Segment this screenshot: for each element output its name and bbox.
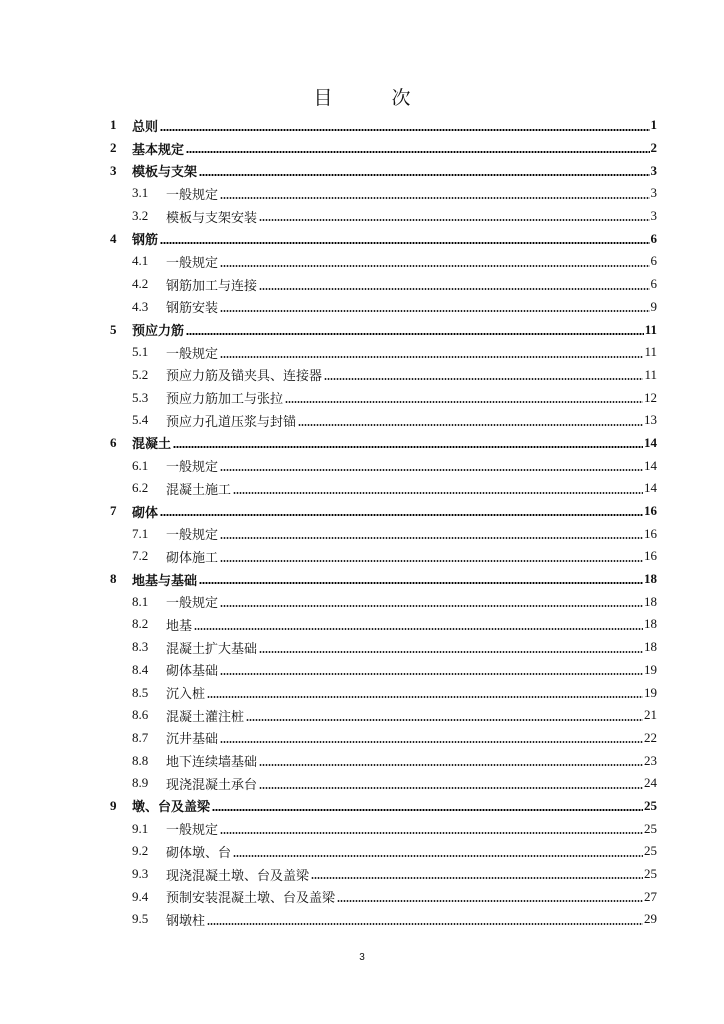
toc-entry-page: 16 (644, 525, 657, 541)
dot-leader (259, 787, 643, 789)
toc-entry-label: 钢筋加工与连接 (166, 278, 258, 294)
toc-entry-label: 模板与支架安装 (166, 210, 258, 226)
toc-section-entry[interactable] (110, 681, 657, 704)
toc-entry-label: 预应力筋 (132, 324, 185, 340)
toc-section-entry[interactable] (110, 454, 657, 477)
toc-entry-page: 25 (644, 866, 657, 882)
dot-leader (220, 537, 643, 539)
toc-entry-label: 预制安装混凝土墩、台及盖梁 (166, 891, 336, 907)
toc-section-entry[interactable] (110, 885, 657, 908)
toc-section-entry[interactable] (110, 636, 657, 659)
dot-leader (199, 582, 643, 584)
toc-entry-page: 18 (644, 571, 657, 587)
toc-entry-number: 6.2 (132, 480, 149, 496)
toc-entry-page: 18 (644, 639, 657, 655)
toc-entry-number: 3 (110, 162, 117, 178)
toc-entry-number: 1 (110, 117, 117, 133)
dot-leader (186, 333, 644, 335)
toc-chapter-entry[interactable] (110, 159, 657, 182)
dot-leader (259, 764, 643, 766)
toc-chapter-entry[interactable] (110, 137, 657, 160)
toc-entry-label: 一般规定 (166, 460, 219, 476)
dot-leader (259, 219, 649, 221)
toc-entry-number: 8.2 (132, 616, 149, 632)
toc-chapter-entry[interactable] (110, 568, 657, 591)
toc-section-entry[interactable] (110, 704, 657, 727)
toc-section-entry[interactable] (110, 409, 657, 432)
toc-entry-label: 一般规定 (166, 596, 219, 612)
toc-entry-label: 钢筋 (132, 233, 159, 249)
dot-leader (259, 288, 649, 290)
toc-entry-number: 3.2 (132, 208, 149, 224)
toc-entry-label: 墩、台及盖梁 (132, 800, 211, 816)
toc-entry-page: 14 (644, 457, 657, 473)
toc-entry-number: 9.2 (132, 843, 149, 859)
toc-entry-label: 一般规定 (166, 528, 219, 544)
dot-leader (212, 809, 643, 811)
dot-leader (285, 401, 643, 403)
dot-leader (207, 923, 643, 925)
toc-entry-label: 地下连续墙基础 (166, 755, 258, 771)
toc-entry-number: 5 (110, 321, 117, 337)
toc-entry-label: 现浇混凝土墩、台及盖梁 (166, 868, 310, 884)
toc-section-entry[interactable] (110, 273, 657, 296)
toc-entry-number: 4 (110, 230, 117, 246)
toc-entry-label: 砌体基础 (166, 664, 219, 680)
dot-leader (199, 174, 649, 176)
dot-leader (220, 741, 643, 743)
toc-section-entry[interactable] (110, 522, 657, 545)
dot-leader (186, 151, 649, 153)
toc-entry-page: 18 (644, 616, 657, 632)
dot-leader (233, 492, 643, 494)
dot-leader (220, 310, 649, 312)
toc-entry-page: 18 (644, 593, 657, 609)
toc-entry-label: 砌体 (132, 505, 159, 521)
toc-entry-page: 19 (644, 661, 657, 677)
toc-section-entry[interactable] (110, 296, 657, 319)
dot-leader (324, 378, 643, 380)
toc-entry-number: 5.3 (132, 389, 149, 405)
toc-section-entry[interactable] (110, 386, 657, 409)
toc-entry-page: 21 (644, 707, 657, 723)
toc-entry-label: 混凝土扩大基础 (166, 641, 258, 657)
toc-entry-label: 一般规定 (166, 823, 219, 839)
toc-entry-number: 8.8 (132, 752, 149, 768)
toc-entry-page: 12 (644, 389, 657, 405)
toc-entry-page: 16 (644, 548, 657, 564)
toc-entry-label: 预应力筋及锚夹具、连接器 (166, 369, 323, 385)
toc-section-entry[interactable] (110, 341, 657, 364)
toc-section-entry[interactable] (110, 613, 657, 636)
toc-entry-page: 2 (650, 140, 657, 156)
toc-entry-label: 模板与支架 (132, 165, 198, 181)
toc-entry-label: 砌体墩、台 (166, 845, 232, 861)
dot-leader (220, 356, 643, 358)
toc-entry-page: 23 (644, 752, 657, 768)
toc-entry-page: 9 (650, 298, 657, 314)
page-number: 3 (359, 952, 365, 963)
dot-leader (160, 129, 649, 131)
toc-entry-label: 预应力筋加工与张拉 (166, 392, 284, 408)
toc-entry-label: 混凝土灌注桩 (166, 709, 245, 725)
toc-entry-page: 25 (644, 843, 657, 859)
toc-section-entry[interactable] (110, 727, 657, 750)
toc-entry-page: 25 (644, 820, 657, 836)
toc-entry-number: 9.3 (132, 866, 149, 882)
toc-entry-number: 5.2 (132, 366, 149, 382)
toc-entry-number: 9.1 (132, 820, 149, 836)
toc-entry-page: 25 (644, 797, 657, 813)
toc-section-entry[interactable] (110, 590, 657, 613)
toc-entry-page: 22 (644, 729, 657, 745)
toc-entry-page: 3 (650, 185, 657, 201)
toc-entry-page: 11 (644, 366, 657, 382)
toc-entry-label: 沉井基础 (166, 732, 219, 748)
toc-entry-page: 6 (650, 253, 657, 269)
toc-section-entry[interactable] (110, 817, 657, 840)
toc-entry-page: 6 (650, 230, 657, 246)
toc-section-entry[interactable] (110, 772, 657, 795)
toc-chapter-entry[interactable] (110, 500, 657, 523)
toc-chapter-entry[interactable] (110, 114, 657, 137)
toc-chapter-entry[interactable] (110, 318, 657, 341)
dot-leader (220, 469, 643, 471)
toc-entry-number: 7.2 (132, 548, 149, 564)
toc-entry-number: 6.1 (132, 457, 149, 473)
toc-section-entry[interactable] (110, 477, 657, 500)
toc-section-entry[interactable] (110, 364, 657, 387)
toc-entry-label: 钢墩柱 (166, 913, 206, 929)
toc-entry-label: 砌体施工 (166, 550, 219, 566)
toc-entry-page: 14 (644, 434, 657, 450)
dot-leader (220, 605, 643, 607)
toc-entry-label: 预应力孔道压浆与封锚 (166, 414, 297, 430)
toc-entry-label: 一般规定 (166, 346, 219, 362)
toc-chapter-entry[interactable] (110, 432, 657, 455)
toc-entry-number: 8 (110, 571, 117, 587)
toc-entry-number: 9.4 (132, 888, 149, 904)
toc-entry-number: 7.1 (132, 525, 149, 541)
toc-entry-page: 16 (644, 503, 657, 519)
toc-section-entry[interactable] (110, 205, 657, 228)
toc-entry-number: 8.7 (132, 729, 149, 745)
page-title: 目 次 (313, 87, 431, 109)
toc-entry-number: 2 (110, 140, 117, 156)
toc-section-entry[interactable] (110, 545, 657, 568)
dot-leader (220, 560, 643, 562)
toc-entry-label: 一般规定 (166, 187, 219, 203)
toc-entry-page: 13 (644, 412, 657, 428)
toc-entry-label: 混凝土施工 (166, 482, 232, 498)
toc-entry-page: 27 (644, 888, 657, 904)
toc-section-entry[interactable] (110, 863, 657, 886)
toc-entry-page: 24 (644, 775, 657, 791)
toc-entry-number: 5.1 (132, 344, 149, 360)
dot-leader (220, 197, 649, 199)
toc-entry-page: 19 (644, 684, 657, 700)
dot-leader (220, 265, 649, 267)
toc-section-entry[interactable] (110, 182, 657, 205)
toc-entry-number: 8.6 (132, 707, 149, 723)
dot-leader (311, 877, 643, 879)
toc-entry-number: 8.3 (132, 639, 149, 655)
toc-entry-number: 7 (110, 503, 117, 519)
toc-entry-number: 8.9 (132, 775, 149, 791)
toc-entry-number: 5.4 (132, 412, 149, 428)
toc-entry-label: 钢筋安装 (166, 301, 219, 317)
toc-section-entry[interactable] (110, 908, 657, 931)
toc-entry-number: 4.1 (132, 253, 149, 269)
toc-entry-page: 14 (644, 480, 657, 496)
toc-entry-label: 沉入桩 (166, 687, 206, 703)
toc-entry-label: 地基与基础 (132, 573, 198, 589)
toc-entry-label: 现浇混凝土承台 (166, 777, 258, 793)
toc-entry-number: 8.5 (132, 684, 149, 700)
toc-entry-page: 3 (650, 162, 657, 178)
toc-entry-page: 29 (644, 911, 657, 927)
toc-section-entry[interactable] (110, 749, 657, 772)
toc-section-entry[interactable] (110, 840, 657, 863)
toc-section-entry[interactable] (110, 250, 657, 273)
toc-entry-number: 6 (110, 434, 117, 450)
dot-leader (220, 673, 643, 675)
toc-entry-page: 1 (650, 117, 657, 133)
toc-entry-page: 11 (644, 321, 657, 337)
toc-entry-label: 总则 (132, 119, 159, 135)
dot-leader (246, 719, 643, 721)
toc-entry-label: 一般规定 (166, 255, 219, 271)
toc-entry-page: 6 (650, 276, 657, 292)
dot-leader (259, 651, 643, 653)
toc-section-entry[interactable] (110, 659, 657, 682)
table-of-contents (110, 114, 657, 931)
dot-leader (233, 855, 643, 857)
toc-chapter-entry[interactable] (110, 227, 657, 250)
toc-entry-label: 混凝土 (132, 437, 172, 453)
dot-leader (160, 242, 649, 244)
toc-entry-page: 3 (650, 208, 657, 224)
toc-chapter-entry[interactable] (110, 795, 657, 818)
toc-entry-label: 基本规定 (132, 142, 185, 158)
toc-entry-number: 9.5 (132, 911, 149, 927)
dot-leader (173, 446, 643, 448)
dot-leader (220, 832, 643, 834)
toc-entry-number: 8.1 (132, 593, 149, 609)
dot-leader (337, 900, 643, 902)
dot-leader (207, 696, 643, 698)
toc-entry-page: 11 (644, 344, 657, 360)
toc-entry-number: 4.2 (132, 276, 149, 292)
toc-entry-label: 地基 (166, 618, 193, 634)
toc-entry-number: 8.4 (132, 661, 149, 677)
toc-entry-number: 4.3 (132, 298, 149, 314)
toc-entry-number: 9 (110, 797, 117, 813)
dot-leader (194, 628, 643, 630)
dot-leader (160, 514, 643, 516)
dot-leader (298, 424, 643, 426)
toc-entry-number: 3.1 (132, 185, 149, 201)
